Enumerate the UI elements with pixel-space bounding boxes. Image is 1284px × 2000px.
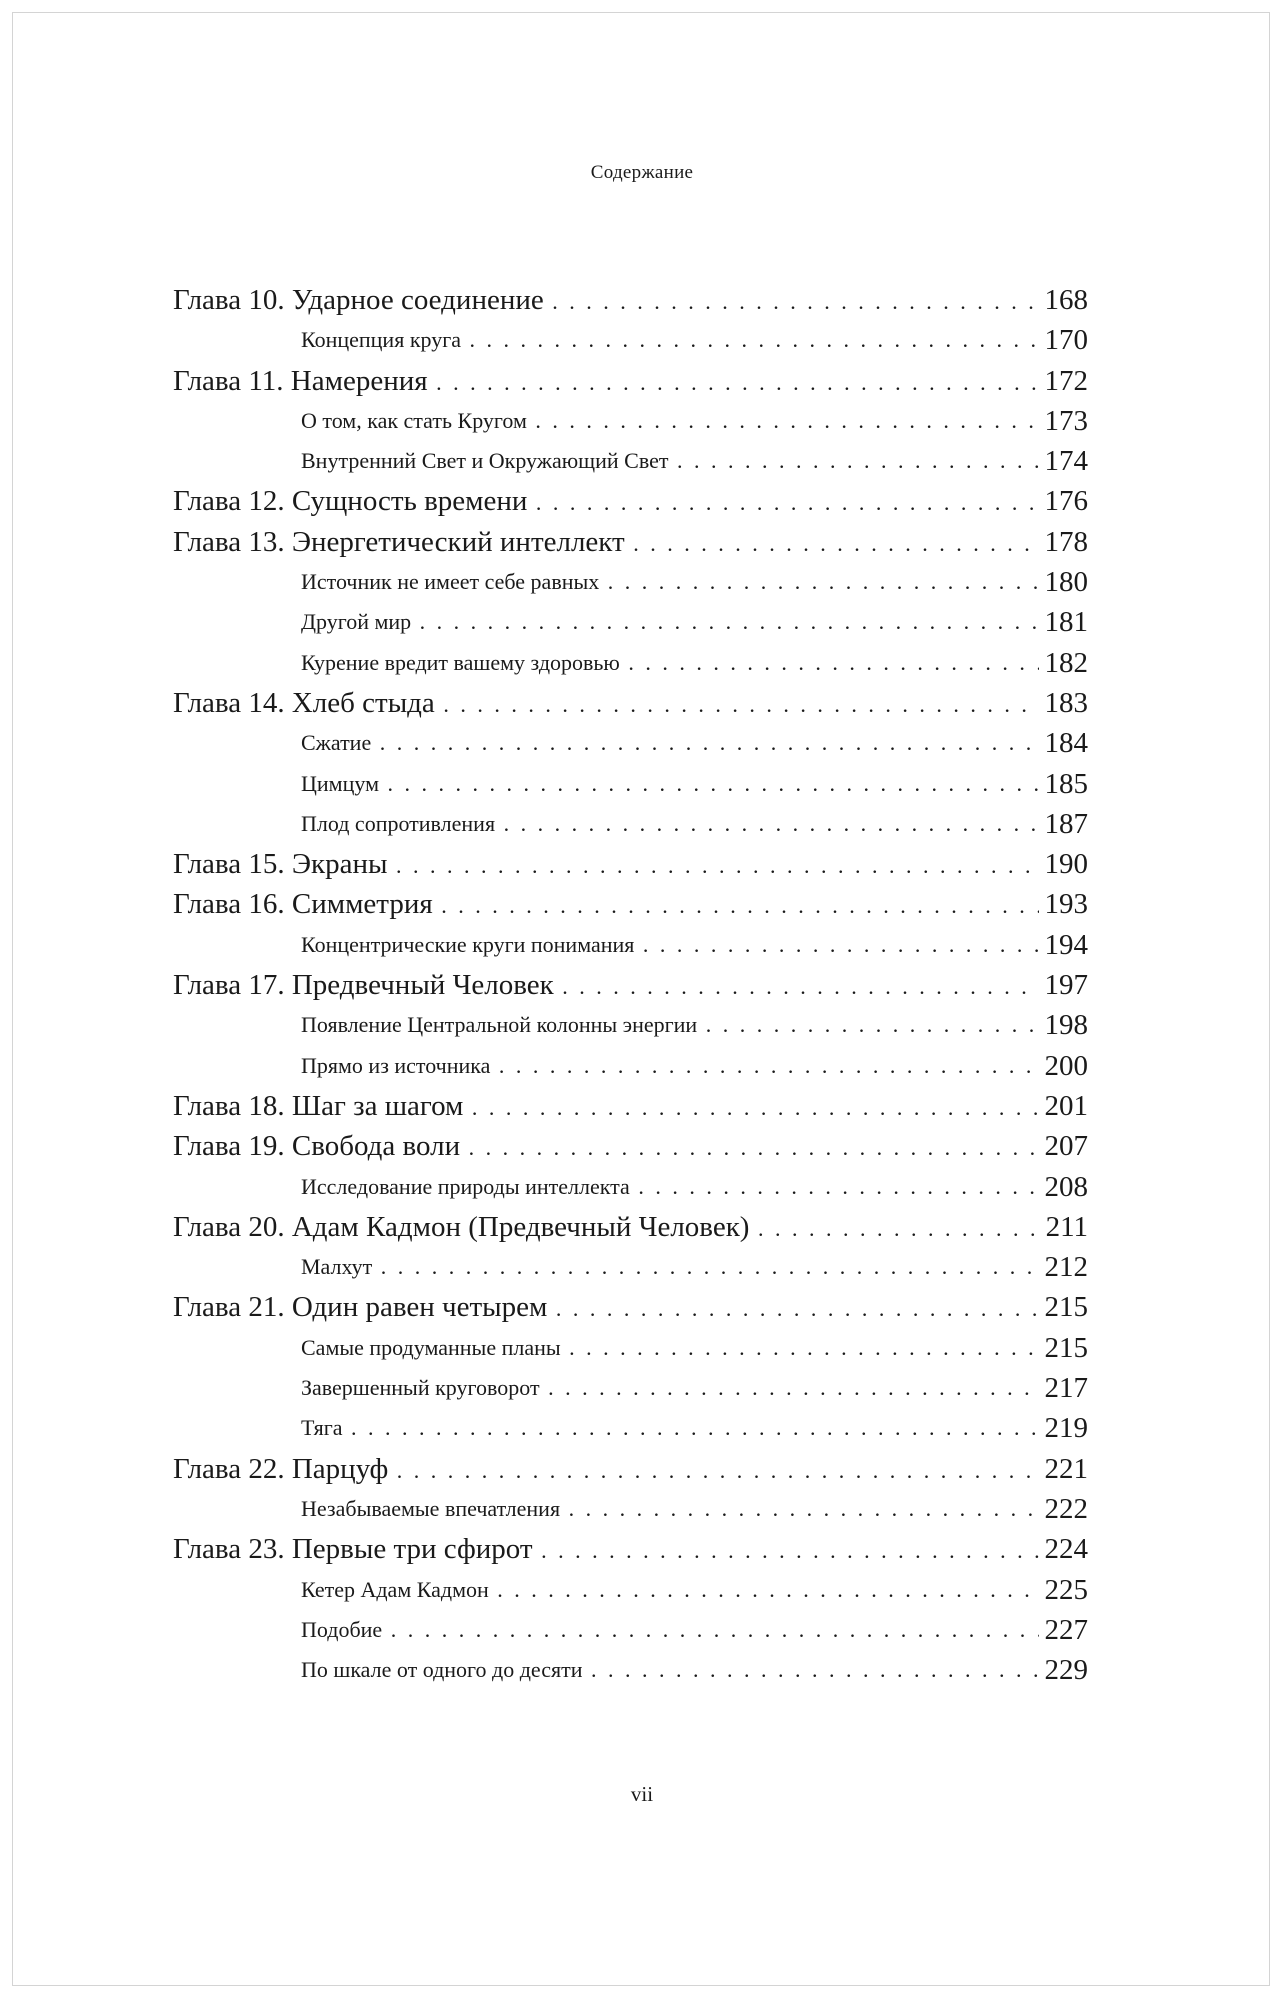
toc-row [173, 683, 1088, 723]
toc-page-number: 193 [1039, 884, 1089, 924]
toc-row [173, 884, 1088, 924]
toc-entry-title: Курение вредит вашему здоровью . . . [301, 650, 1088, 675]
toc-entry-title: По шкале от одного до десяти . . . [301, 1657, 1088, 1682]
toc-page-number: 182 [1039, 643, 1089, 683]
toc-entry-title: Незабываемые впечатления . . . [301, 1496, 1088, 1521]
toc-page-number: 180 [1039, 562, 1089, 602]
toc-page-number: 215 [1039, 1287, 1089, 1327]
toc-row [173, 764, 1088, 804]
toc-entry-title: Концепция круга . . . [301, 327, 1088, 352]
toc-row [173, 1449, 1088, 1489]
toc-row [173, 320, 1088, 360]
toc-page-number: 208 [1039, 1167, 1089, 1207]
toc-entry-title: Кетер Адам Кадмон . . . [301, 1577, 1088, 1602]
toc-row [173, 804, 1088, 844]
toc-row [173, 643, 1088, 683]
toc-row [173, 1126, 1088, 1166]
toc-page-number: 217 [1039, 1368, 1089, 1408]
toc-entry-title: Глава 18. Шаг за шагом . . . [173, 1090, 1088, 1122]
toc-page-number: 215 [1039, 1328, 1089, 1368]
toc-entry-title: Глава 16. Симметрия . . . [173, 888, 1088, 920]
toc-entry-title: Глава 10. Ударное соединение . . . [173, 284, 1088, 316]
toc-page-number: 227 [1039, 1610, 1089, 1650]
page-number: vii [630, 1782, 654, 1806]
toc-row [173, 481, 1088, 521]
toc-row [173, 1005, 1088, 1045]
toc-entry-title: Исследование природы интеллекта . . . [301, 1174, 1088, 1199]
toc-page-number: 170 [1039, 320, 1089, 360]
toc-page-number: 194 [1039, 925, 1089, 965]
toc-page-number: 172 [1039, 361, 1089, 401]
toc-row [173, 844, 1088, 884]
toc-page-number: 176 [1039, 481, 1089, 521]
toc-row [173, 361, 1088, 401]
toc-entry-title: Малхут . . . [301, 1254, 1088, 1279]
toc-entry-title: Глава 19. Свобода воли . . . [173, 1130, 1088, 1162]
toc-entry-title: Глава 21. Один равен четырем . . . [173, 1291, 1088, 1323]
toc-row [173, 1046, 1088, 1086]
toc-entry-title: Плод сопротивления . . . [301, 811, 1088, 836]
toc-row [173, 1207, 1088, 1247]
toc-row [173, 1287, 1088, 1327]
toc-page-number: 212 [1039, 1247, 1089, 1287]
toc-row [173, 1247, 1088, 1287]
toc-entry-title: Сжатие . . . [301, 730, 1088, 755]
toc-entry-title: Глава 22. Парцуф . . . [173, 1453, 1088, 1485]
toc-row [173, 1086, 1088, 1126]
toc-entry-title: Подобие . . . [301, 1617, 1088, 1642]
toc-page-number: 219 [1039, 1408, 1089, 1448]
toc-entry-title: Цимцум . . . [301, 771, 1088, 796]
toc-entry-title: Глава 15. Экраны . . . [173, 848, 1088, 880]
toc-row [173, 602, 1088, 642]
toc-page-number: 183 [1039, 683, 1089, 723]
toc-entry-title: Тяга . . . [301, 1415, 1088, 1440]
toc-row [173, 1570, 1088, 1610]
toc-row [173, 1368, 1088, 1408]
toc-page-number: 190 [1039, 844, 1089, 884]
toc-row [173, 1529, 1088, 1569]
toc-row [173, 1167, 1088, 1207]
toc-page-number: 173 [1039, 401, 1089, 441]
toc-page-number: 184 [1039, 723, 1089, 763]
toc-entry-title: Другой мир . . . [301, 609, 1088, 634]
toc-entry-title: Появление Центральной колонны энергии . . . [301, 1012, 1088, 1037]
toc-page-number: 197 [1039, 965, 1089, 1005]
toc-page-number: 185 [1039, 764, 1089, 804]
toc-row [173, 562, 1088, 602]
toc-page-number: 222 [1039, 1489, 1089, 1529]
toc-row [173, 1650, 1088, 1690]
toc-page-number: 187 [1039, 804, 1089, 844]
toc-entry-title: Глава 17. Предвечный Человек . . . [173, 969, 1088, 1001]
toc-entry-title: Источник не имеет себе равных . . . [301, 569, 1088, 594]
toc-page-number: 168 [1039, 280, 1089, 320]
toc-page-number: 207 [1039, 1126, 1089, 1166]
toc-page-number: 229 [1039, 1650, 1089, 1690]
toc-page-number: 224 [1039, 1529, 1089, 1569]
toc-entry-title: Глава 13. Энергетический интеллект . . . [173, 526, 1088, 558]
toc-page-number: 198 [1039, 1005, 1089, 1045]
toc-row [173, 280, 1088, 320]
toc-page-number: 174 [1039, 441, 1089, 481]
toc-entry-title: О том, как стать Кругом . . . [301, 408, 1088, 433]
toc-row [173, 965, 1088, 1005]
toc-page-number: 201 [1039, 1086, 1089, 1126]
toc-row [173, 723, 1088, 763]
toc-row [173, 441, 1088, 481]
toc-entry-title: Глава 11. Намерения . . . [173, 365, 1088, 397]
toc-row [173, 1610, 1088, 1650]
toc-entry-title: Глава 20. Адам Кадмон (Предвечный Человек) . . . [173, 1211, 1088, 1243]
toc-page-number: 211 [1040, 1207, 1088, 1247]
toc-row [173, 401, 1088, 441]
toc-row [173, 1328, 1088, 1368]
toc-entry-title: Глава 12. Сущность времени . . . [173, 485, 1088, 517]
toc-row [173, 925, 1088, 965]
toc-entry-title: Глава 14. Хлеб стыда . . . [173, 687, 1088, 719]
toc-entry-title: Внутренний Свет и Окружающий Свет . . . [301, 448, 1088, 473]
toc-page-number: 181 [1039, 602, 1089, 642]
toc-entry-title: Завершенный круговорот . . . [301, 1375, 1088, 1400]
toc-entry-title: Концентрические круги понимания . . . [301, 932, 1088, 957]
toc-page-number: 178 [1039, 522, 1089, 562]
toc-row [173, 522, 1088, 562]
toc-page-number: 221 [1039, 1449, 1089, 1489]
table-of-contents [173, 280, 1088, 1690]
toc-page-number: 200 [1039, 1046, 1089, 1086]
toc-entry-title: Глава 23. Первые три сфирот . . . [173, 1533, 1088, 1565]
toc-entry-title: Прямо из источника . . . [301, 1053, 1088, 1078]
toc-page-number: 225 [1039, 1570, 1089, 1610]
toc-entry-title: Самые продуманные планы . . . [301, 1335, 1088, 1360]
running-head: Содержание [590, 162, 694, 183]
toc-row [173, 1489, 1088, 1529]
toc-row [173, 1408, 1088, 1448]
